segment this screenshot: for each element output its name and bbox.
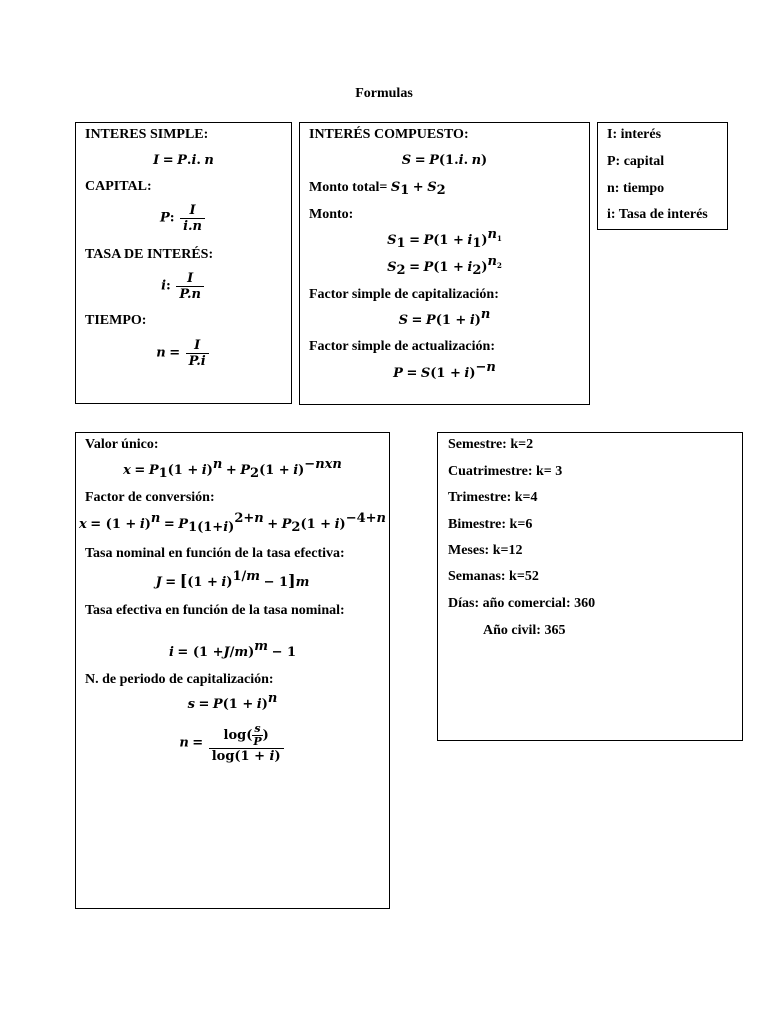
- formula-tasa-nominal: $J = [(1 + i)^{1/m} - 1]m$: [155, 569, 310, 590]
- tasa-efectiva-heading: Tasa efectiva en función de la tasa nominal:: [85, 603, 345, 618]
- formula-interes-simple: I = P.i. n: [153, 153, 214, 168]
- formula-tasa: i: $\frac{I}{P.n}$: [76, 271, 291, 302]
- formula-capital: P: $\frac{I}{i.n}$: [76, 203, 291, 234]
- legend-item: P: capital: [607, 154, 665, 169]
- period-item: Días: año comercial: 360: [448, 596, 596, 611]
- factor-cap-heading: Factor simple de capitalización:: [309, 287, 499, 302]
- legend-item: i: Tasa de interés: [607, 207, 708, 222]
- valor-unico-heading: Valor único:: [85, 437, 159, 452]
- formula-s: $s = P(1 + i)^n$: [187, 691, 278, 712]
- formula-valor-unico: $x = P_1(1 + i)^n + P_2(1 + i)^{-nxn}$: [123, 457, 342, 481]
- period-item: Cuatrimestre: k= 3: [448, 464, 563, 479]
- formula-tiempo: n = $\frac{I}{P.i}$: [76, 338, 291, 369]
- period-item: Bimestre: k=6: [448, 517, 533, 532]
- legend-item: I: interés: [607, 127, 662, 142]
- periods-box: [437, 432, 743, 741]
- formula-s2: $S_2 = P(1 + i_2)^{n_2}$: [387, 254, 502, 278]
- tiempo-heading: TIEMPO:: [85, 313, 147, 328]
- capital-heading: CAPITAL:: [85, 179, 152, 194]
- monto-total-label: Monto total=: [309, 180, 388, 195]
- formula-factor-conv: $x = (1 + i)^n = P_{1(1+i)}^{2+n} + P_2(1 + i)^{-4+n}$: [79, 511, 386, 535]
- tasa-heading: TASA DE INTERÉS:: [85, 247, 214, 262]
- factor-conv-heading: Factor de conversión:: [85, 490, 215, 505]
- period-item: Semestre: k=2: [448, 437, 534, 452]
- formulas-box: [75, 432, 390, 909]
- formula-n-log: n = log( $\frac{s}{P}$ ) log(1 + i): [76, 723, 389, 764]
- n-periodo-heading: N. de periodo de capitalización:: [85, 672, 274, 687]
- period-item: Trimestre: k=4: [448, 490, 538, 505]
- legend-item: n: tiempo: [607, 181, 665, 196]
- interes-simple-heading: INTERES SIMPLE:: [85, 127, 209, 142]
- interes-compuesto-heading: INTERÉS COMPUESTO:: [309, 127, 469, 142]
- factor-act-heading: Factor simple de actualización:: [309, 339, 495, 354]
- formula-tasa-efectiva: $i = (1 +J/m)^m - 1$: [168, 639, 297, 660]
- period-item: Semanas: k=52: [448, 569, 539, 584]
- compound-interest-box: [299, 122, 590, 405]
- simple-interest-box: [75, 122, 292, 404]
- formula-compuesto: S = P(1.i. n): [401, 153, 488, 168]
- tasa-nominal-heading: Tasa nominal en función de la tasa efectiva:: [85, 546, 345, 561]
- formula-factor-cap: $S = P(1 + i)^n$: [398, 307, 491, 328]
- period-item: Año civil: 365: [483, 623, 566, 638]
- legend-box: [597, 122, 728, 230]
- formula-factor-act: $P = S(1 + i)^{-n}$: [393, 360, 496, 381]
- page-title: Formulas: [355, 86, 413, 101]
- monto-heading: Monto:: [309, 207, 354, 222]
- formula-s1: $S_1 = P(1 + i_1)^{n_1}$: [387, 227, 502, 251]
- period-item: Meses: k=12: [448, 543, 523, 558]
- monto-total-line: Monto total= $S_1 + S_2$: [309, 180, 446, 198]
